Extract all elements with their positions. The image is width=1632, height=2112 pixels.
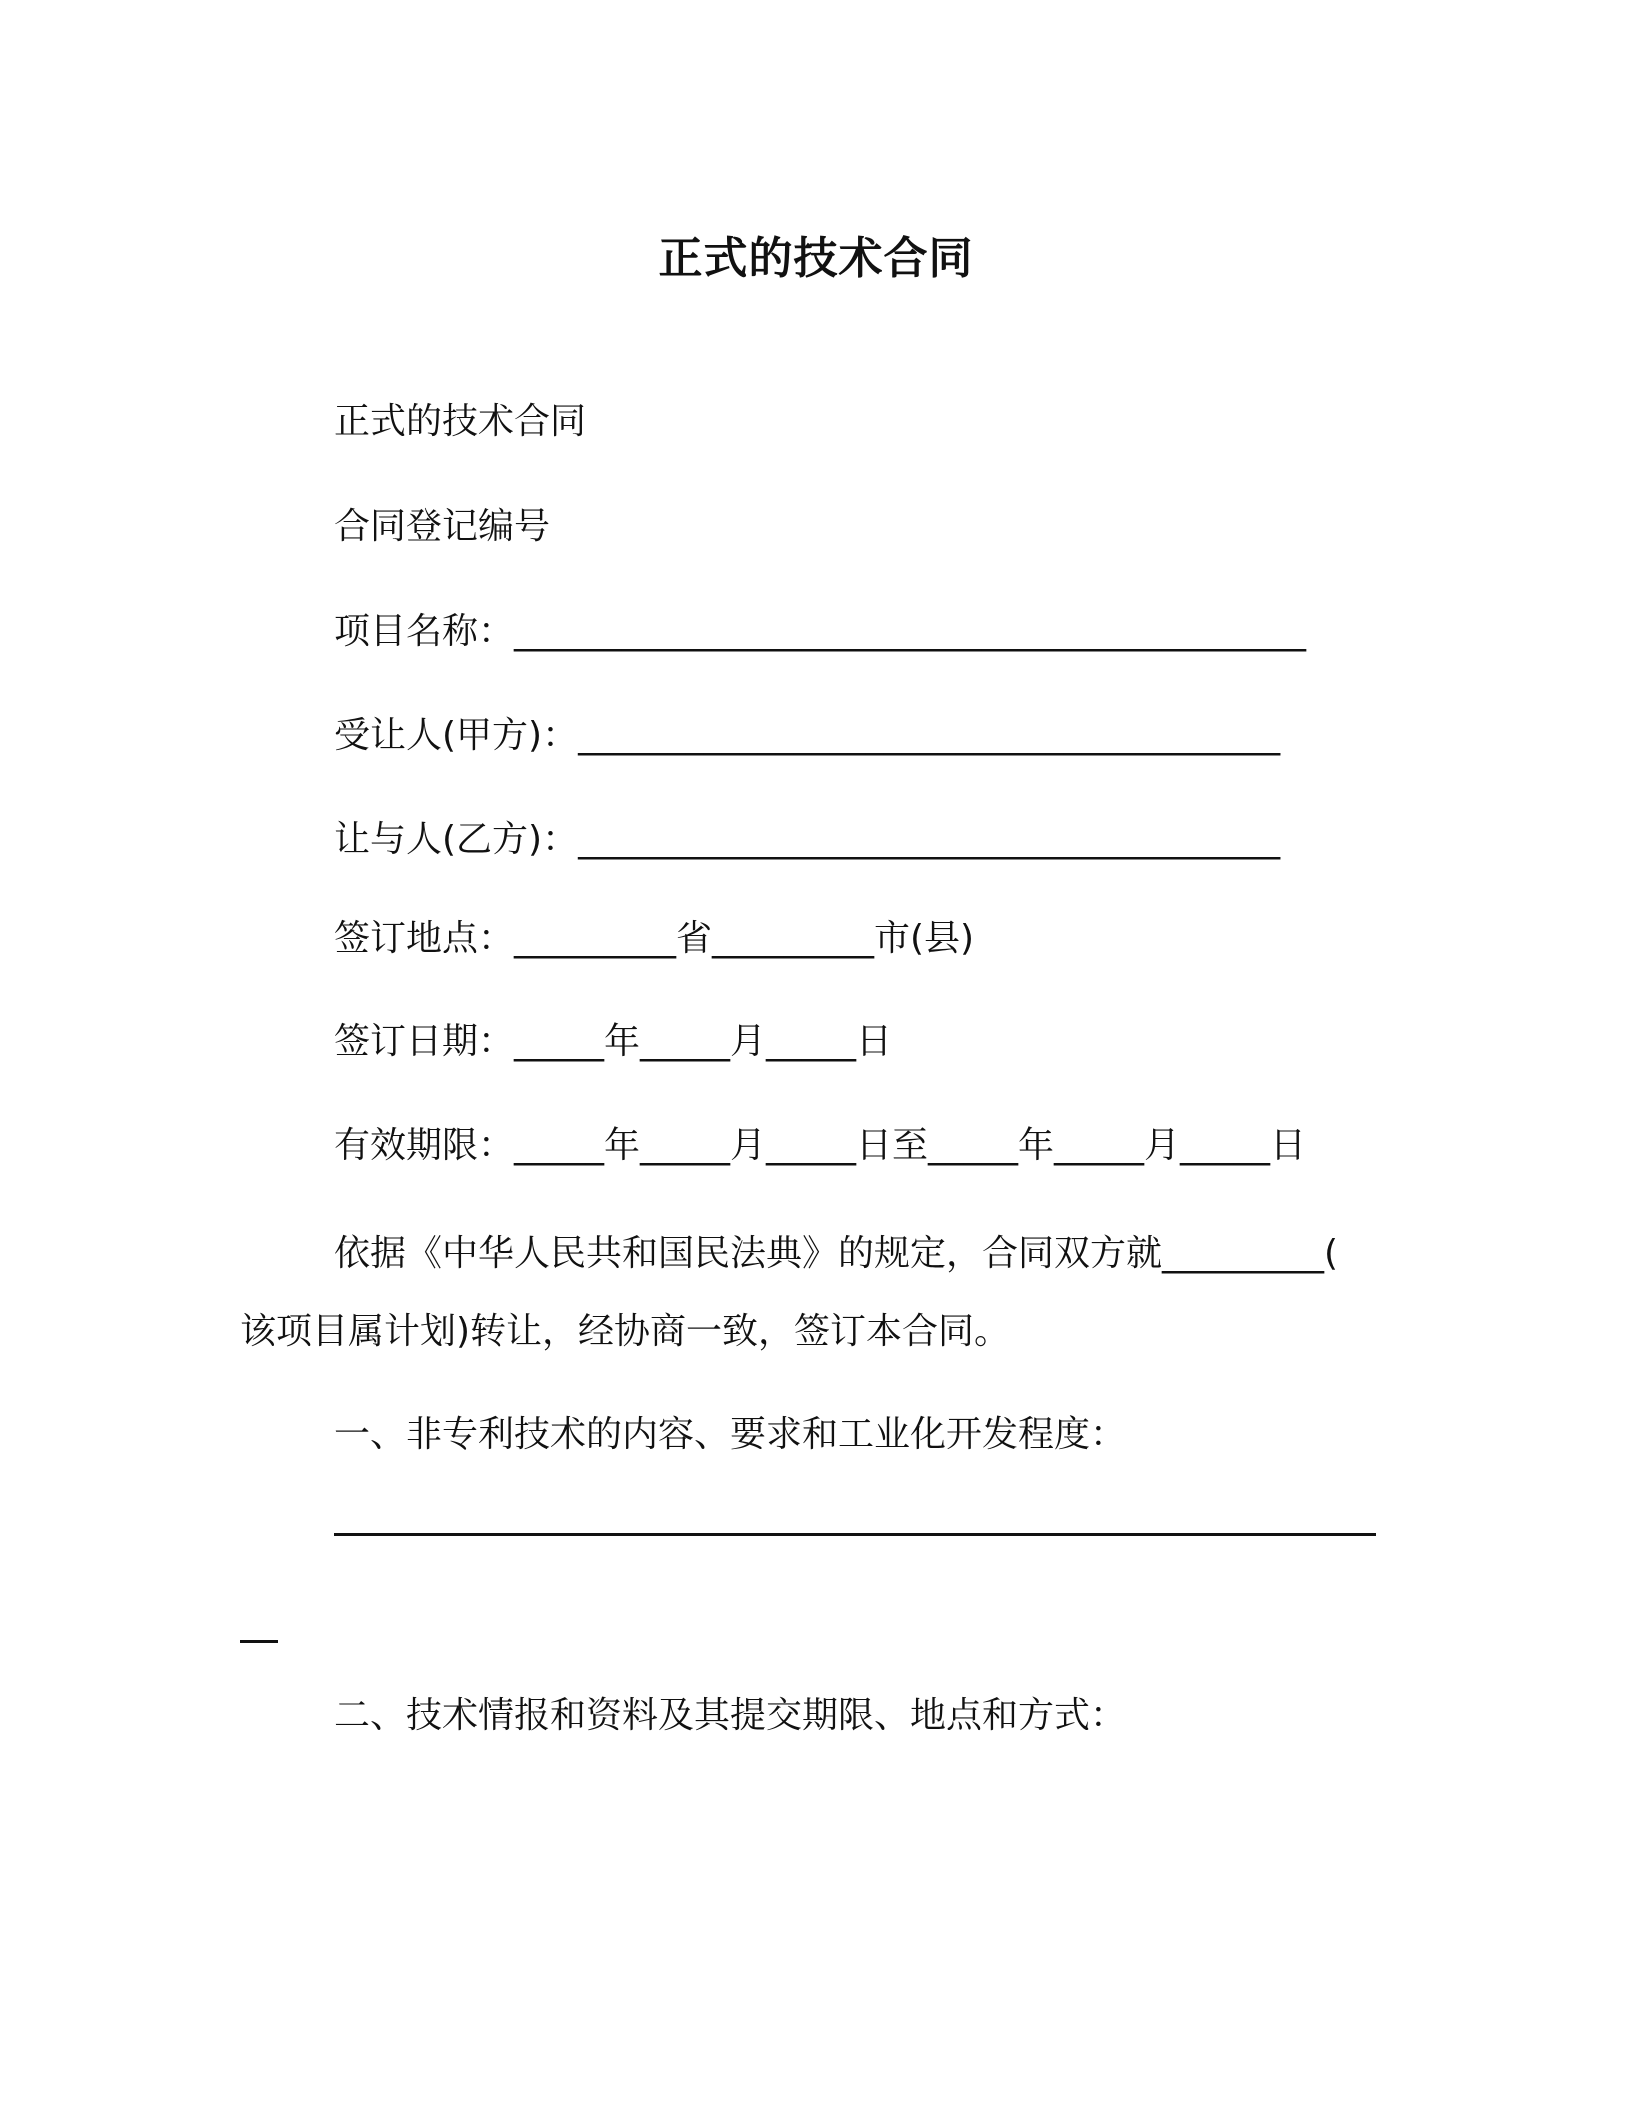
section-1-blank-line [334, 1533, 1376, 1536]
project-name-field: 项目名称：____________________________________________ [334, 611, 1307, 652]
basis-paragraph-line-2: 该项目属计划)转让，经协商一致，签订本合同。 [240, 1311, 1011, 1352]
transferor-party-b-field: 让与人(乙方)：_______________________________________ [334, 819, 1281, 860]
section-1-heading: 一、非专利技术的内容、要求和工业化开发程度： [334, 1414, 1127, 1455]
signing-location-field: 签订地点：_________省_________市(县) [334, 918, 975, 959]
document-title: 正式的技术合同 [658, 233, 974, 284]
contract-heading: 正式的技术合同 [334, 401, 587, 442]
registration-number-label: 合同登记编号 [334, 506, 551, 547]
transferee-party-a-field: 受让人(甲方)：_______________________________________ [334, 715, 1281, 756]
section-2-heading: 二、技术情报和资料及其提交期限、地点和方式： [334, 1695, 1127, 1736]
basis-paragraph-line-1: 依据《中华人民共和国民法典》的规定，合同双方就_________( [334, 1233, 1339, 1274]
signing-date-field: 签订日期：_____年_____月_____日 [334, 1021, 893, 1062]
section-1-blank-line-continuation [240, 1640, 278, 1643]
validity-period-field: 有效期限：_____年_____月_____日至_____年_____月_____日 [334, 1125, 1307, 1166]
